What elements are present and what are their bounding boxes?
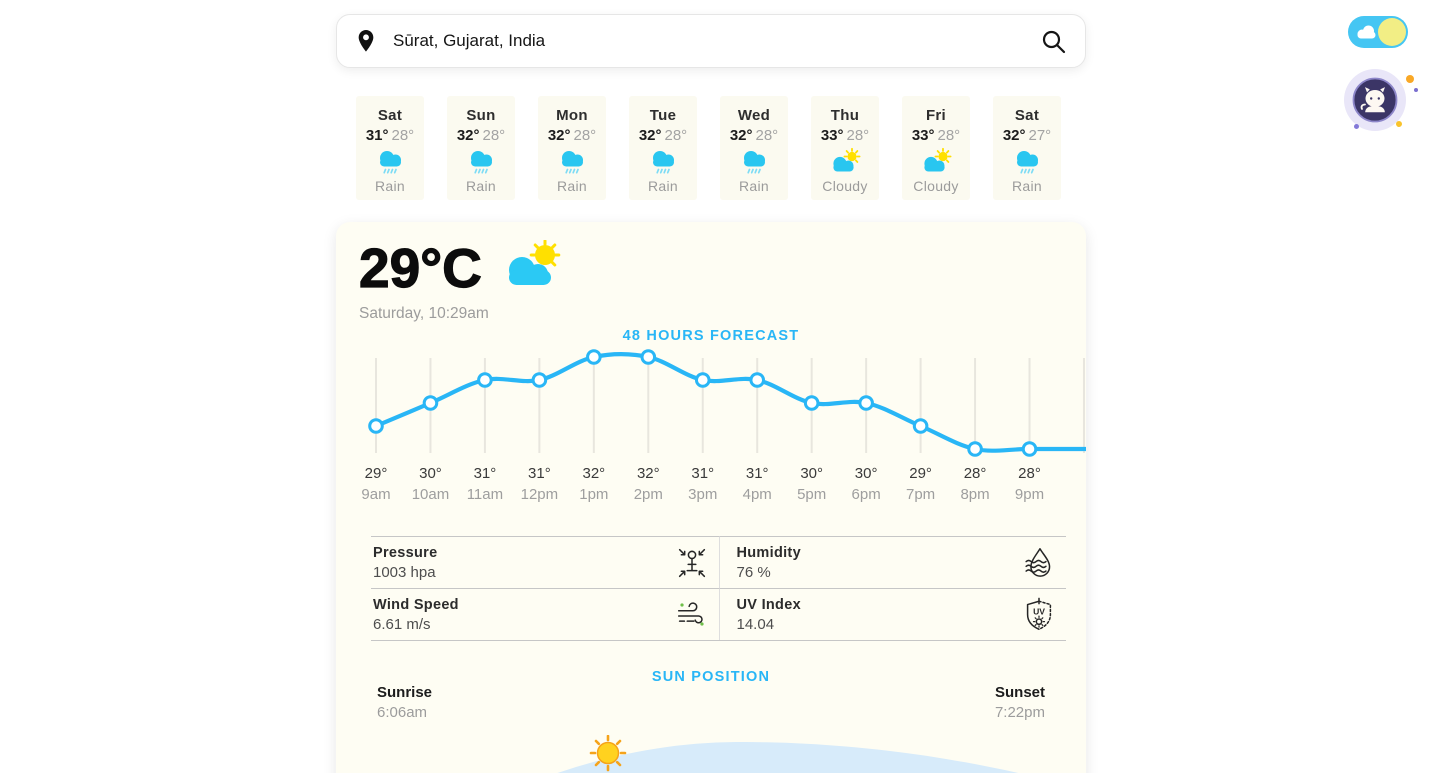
- sun-position-graphic: [336, 735, 1086, 773]
- rain-cloud-icon: [1011, 147, 1043, 177]
- rain-cloud-icon: [465, 147, 497, 177]
- chart-time-label: 2pm: [633, 486, 663, 503]
- github-badge[interactable]: [1342, 67, 1408, 133]
- chart-temp-label: 29°: [909, 465, 932, 482]
- day-name: Sat: [1014, 107, 1040, 124]
- chart-time-label: 9am: [361, 486, 391, 503]
- detail-pressure: [371, 536, 719, 588]
- location-pin-icon: [355, 28, 377, 54]
- chart-time-label: 12pm: [520, 486, 559, 503]
- day-high-temp: 32°: [729, 127, 753, 144]
- magnifier-icon: [1040, 28, 1067, 55]
- rain-cloud-icon: [738, 147, 770, 177]
- detail-label: Humidity: [736, 545, 801, 561]
- day-icon: [993, 147, 1061, 177]
- day-temps: [993, 127, 1061, 144]
- chart-point: [751, 374, 764, 387]
- daily-forecast-card[interactable]: [629, 96, 697, 200]
- daily-forecast-card[interactable]: [538, 96, 606, 200]
- day-low-temp: 28°: [664, 127, 688, 144]
- daily-forecast-row: [356, 96, 1061, 200]
- wind-icon: [673, 596, 711, 634]
- detail-value: 14.04: [736, 616, 775, 633]
- sun-cloud-icon: [498, 240, 562, 297]
- humidity-icon: [1020, 544, 1058, 582]
- detail-label: UV Index: [736, 597, 801, 613]
- current-weather-card: [336, 222, 1086, 773]
- rain-cloud-icon: [556, 147, 588, 177]
- decor-dot: [1414, 88, 1418, 92]
- day-icon: [447, 147, 515, 177]
- chart-time-label: 4pm: [742, 486, 772, 503]
- detail-wind-speed: [371, 588, 719, 640]
- day-low-temp: 28°: [937, 127, 961, 144]
- day-high-temp: 33°: [820, 127, 844, 144]
- day-condition: Rain: [466, 178, 496, 194]
- decor-dot: [1396, 121, 1402, 127]
- day-temps: [902, 127, 970, 144]
- day-icon: [720, 147, 788, 177]
- day-temps: [538, 127, 606, 144]
- day-condition: Cloudy: [822, 178, 868, 194]
- detail-value: 1003 hpa: [373, 564, 436, 581]
- rain-cloud-icon: [374, 147, 406, 177]
- search-button[interactable]: [1040, 28, 1067, 55]
- sunset-label: Sunset: [994, 684, 1045, 701]
- chart-point: [805, 397, 818, 410]
- sun-position-title: SUN POSITION: [651, 669, 771, 685]
- chart-point: [860, 397, 873, 410]
- detail-label: Pressure: [373, 545, 438, 561]
- day-condition: Rain: [375, 178, 405, 194]
- chart-temp-label: 28°: [963, 465, 987, 482]
- day-temps: [720, 127, 788, 144]
- uv-icon: [1020, 596, 1058, 634]
- daily-forecast-card[interactable]: [993, 96, 1061, 200]
- day-name: Wed: [737, 107, 771, 124]
- day-name: Fri: [925, 107, 947, 124]
- detail-value: 76 %: [736, 564, 771, 581]
- theme-toggle[interactable]: [1348, 16, 1408, 48]
- rain-cloud-icon: [647, 147, 679, 177]
- day-temps: [447, 127, 515, 144]
- hourly-chart-title: 48 HOURS FORECAST: [622, 328, 800, 344]
- day-icon: [902, 147, 970, 177]
- current-datetime: Saturday, 10:29am: [359, 305, 489, 322]
- hourly-forecast-chart: [336, 347, 1086, 512]
- detail-value: 6.61 m/s: [373, 616, 431, 633]
- chart-temp-label: 31°: [745, 465, 769, 482]
- chart-point: [696, 374, 709, 387]
- sun-cloud-icon: [828, 147, 862, 177]
- day-high-temp: 32°: [1002, 127, 1026, 144]
- sunrise-time: 6:06am: [377, 704, 428, 721]
- chart-temp-label: 32°: [636, 465, 660, 482]
- detail-label: Wind Speed: [373, 597, 459, 613]
- day-condition: Rain: [1012, 178, 1042, 194]
- day-low-temp: 28°: [755, 127, 779, 144]
- current-conditions: [359, 237, 562, 323]
- uv-icon: [1020, 596, 1058, 634]
- day-high-temp: 32°: [638, 127, 662, 144]
- day-low-temp: 27°: [1028, 127, 1052, 144]
- day-icon: [538, 147, 606, 177]
- daily-forecast-card[interactable]: [902, 96, 970, 200]
- day-name: Sun: [466, 107, 496, 124]
- chart-temp-label: 31°: [473, 465, 497, 482]
- sun-knob: [1378, 18, 1406, 46]
- chart-time-label: 10am: [411, 486, 450, 503]
- detail-uv-index: [719, 588, 1067, 640]
- sun-icon: [591, 736, 625, 770]
- chart-time-label: 7pm: [906, 486, 936, 503]
- chart-point: [533, 374, 546, 387]
- chart-temp-label: 31°: [528, 465, 551, 482]
- chart-point: [479, 374, 492, 387]
- pressure-icon: [673, 544, 711, 582]
- day-icon: [629, 147, 697, 177]
- chart-temp-label: 29°: [364, 465, 388, 482]
- svg-text:UV: UV: [1033, 606, 1045, 617]
- chart-point: [969, 443, 982, 456]
- day-low-temp: 28°: [846, 127, 870, 144]
- day-high-temp: 32°: [547, 127, 571, 144]
- day-low-temp: 28°: [573, 127, 597, 144]
- chart-time-label: 8pm: [960, 486, 990, 503]
- chart-time-label: 9pm: [1014, 486, 1045, 503]
- wind-icon: [673, 596, 711, 634]
- day-name: Tue: [649, 107, 677, 124]
- day-name: Sat: [377, 107, 403, 124]
- decor-dot: [1354, 124, 1359, 129]
- daily-forecast-card[interactable]: [447, 96, 515, 200]
- chart-point: [370, 420, 383, 433]
- chart-temp-label: 28°: [1018, 465, 1041, 482]
- daily-forecast-card[interactable]: [720, 96, 788, 200]
- chart-time-label: 1pm: [579, 486, 609, 503]
- chart-time-label: 5pm: [797, 486, 827, 503]
- chart-temp-label: 31°: [691, 465, 715, 482]
- sunrise-block: [377, 684, 432, 721]
- search-input[interactable]: [391, 30, 1040, 52]
- pressure-icon: [673, 544, 711, 582]
- day-condition: Rain: [648, 178, 678, 194]
- sunset-time: 7:22pm: [994, 704, 1045, 721]
- day-low-temp: 28°: [482, 127, 506, 144]
- chart-point: [914, 420, 927, 433]
- chart-point: [424, 397, 437, 410]
- chart-temp-label: 30°: [800, 465, 824, 482]
- daily-forecast-card[interactable]: [811, 96, 879, 200]
- day-temps: [629, 127, 697, 144]
- day-low-temp: 28°: [391, 127, 415, 144]
- chart-temp-label: 30°: [854, 465, 878, 482]
- chart-time-label: 6pm: [851, 486, 881, 503]
- chart-temp-label: 30°: [419, 465, 442, 482]
- day-icon: [811, 147, 879, 177]
- chart-time-label: 11am: [466, 486, 504, 503]
- day-condition: Rain: [557, 178, 587, 194]
- sunset-block: [995, 684, 1045, 721]
- daily-forecast-card[interactable]: [356, 96, 424, 200]
- detail-humidity: [719, 536, 1067, 588]
- day-high-temp: 32°: [456, 127, 480, 144]
- sun-cloud-icon: [919, 147, 953, 177]
- chart-time-label: 3pm: [688, 486, 718, 503]
- decor-dot: [1406, 75, 1414, 83]
- sunrise-label: Sunrise: [377, 684, 433, 701]
- day-condition: Cloudy: [913, 178, 959, 194]
- weather-details: [371, 536, 1066, 641]
- day-name: Thu: [830, 107, 860, 124]
- day-name: Mon: [556, 107, 588, 124]
- day-high-temp: 33°: [911, 127, 935, 144]
- search-bar: [336, 14, 1086, 68]
- chart-point: [1023, 443, 1036, 456]
- day-temps: [356, 127, 424, 144]
- humidity-icon: [1020, 544, 1058, 582]
- chart-temp-label: 32°: [582, 465, 606, 482]
- day-temps: [811, 127, 879, 144]
- current-temperature: 29°C: [359, 237, 482, 299]
- day-high-temp: 31°: [365, 127, 389, 144]
- chart-point: [588, 351, 601, 364]
- day-icon: [356, 147, 424, 177]
- day-condition: Rain: [739, 178, 769, 194]
- chart-point: [642, 351, 655, 364]
